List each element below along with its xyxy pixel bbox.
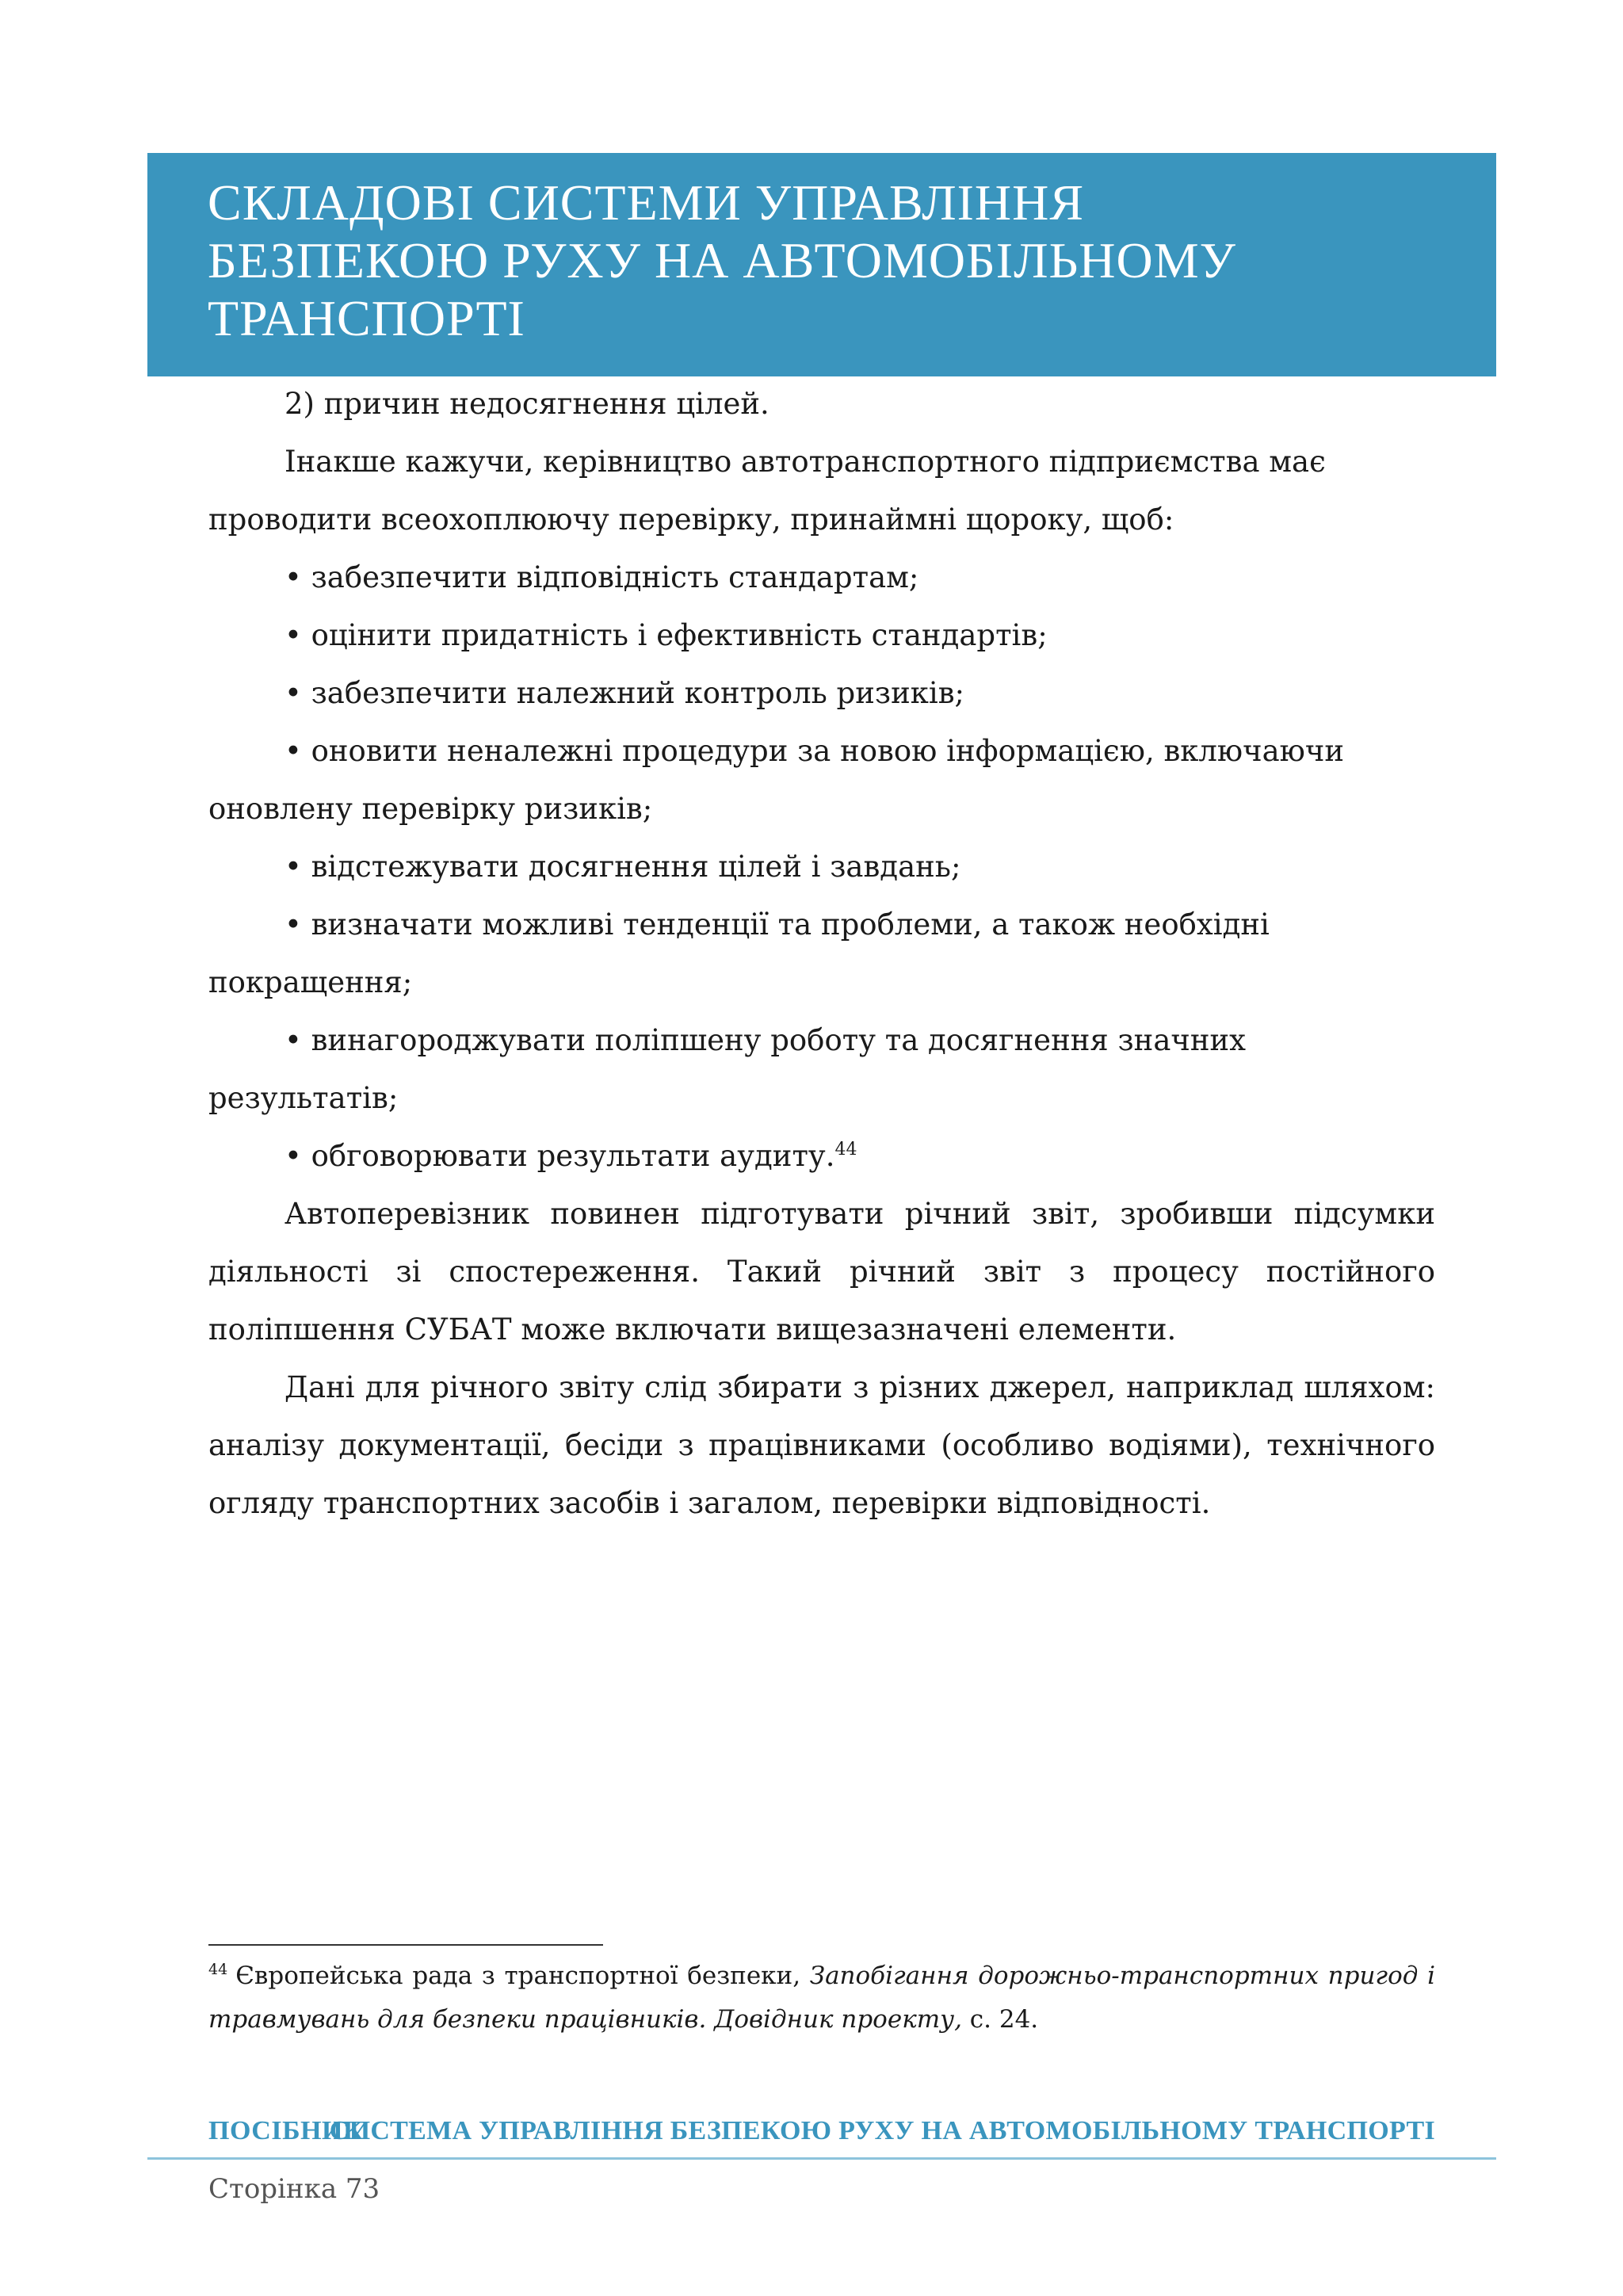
bullet-item: • відстежувати досягнення цілей і завдань; <box>285 850 961 884</box>
bullet-item: • забезпечити відповідність стандартам; <box>285 560 919 594</box>
footnote-text-italic: Запобігання дорожньо-транспортних пригод і травмувань для безпеки працівників. Довідник проекту, <box>208 1962 1435 2034</box>
chapter-header-band <box>147 153 1496 376</box>
footer-guide-label: ПОСІБНИК <box>208 2116 364 2145</box>
paragraph-intro-line-2: проводити всеохоплюючу перевірку, принаймні щороку, щоб: <box>208 502 1174 537</box>
bullet-item-continuation: оновлену перевірку ризиків; <box>208 792 653 826</box>
footnote <box>208 1954 1435 2042</box>
chapter-title-line-1: СКЛАДОВІ СИСТЕМИ УПРАВЛІННЯ <box>208 174 1085 231</box>
footnote-text-plain: Європейська рада з транспортної безпеки, <box>235 1962 810 1990</box>
footnote-divider <box>208 1944 603 1946</box>
footer-document-title: СИСТЕМА УПРАВЛІННЯ БЕЗПЕКОЮ РУХУ НА АВТОМОБІЛЬНОМУ ТРАНСПОРТІ <box>329 2116 1435 2145</box>
chapter-title <box>208 174 1444 347</box>
body-text <box>208 375 1435 1532</box>
bullet-item: • визначати можливі тенденції та проблеми, а також необхідні покращення; <box>208 907 1270 999</box>
paragraph-intro-line-1: Інакше кажучи, керівництво автотранспортного підприємства має <box>285 445 1326 479</box>
bullet-item: • винагороджувати поліпшену роботу та досягнення значних результатів; <box>208 1023 1247 1115</box>
footnote-number: 44 <box>208 1961 228 1978</box>
bullet-item: • забезпечити належний контроль ризиків; <box>285 676 964 710</box>
footnote-reference[interactable]: 44 <box>834 1140 857 1159</box>
bullet-item: • оцінити придатність і ефективність стандартів; <box>285 618 1048 652</box>
page-number: Сторінка 73 <box>208 2173 380 2205</box>
bullet-item-last <box>208 1127 1435 1185</box>
footer-divider <box>147 2157 1496 2160</box>
paragraph-annual-report: Автоперевізник повинен підготувати річний звіт, зробивши підсумки діяльності зі спостереження. Такий річний звіт з процесу постійного поліпшення СУБАТ може включати вищезазначені елементи. <box>208 1197 1435 1347</box>
paragraph-reasons: 2) причин недосягнення цілей. <box>285 387 769 421</box>
bullet-item: • оновити неналежні процедури за новою інформацією, включаючи <box>285 734 1345 768</box>
footnote-text-end: с. 24. <box>961 2005 1039 2034</box>
chapter-title-line-2: БЕЗПЕКОЮ РУХУ НА АВТОМОБІЛЬНОМУ <box>208 232 1236 288</box>
chapter-title-line-3: ТРАНСПОРТІ <box>208 290 525 346</box>
bullet-item-text: • обговорювати результати аудиту. <box>285 1139 835 1173</box>
paragraph-data-sources: Дані для річного звіту слід збирати з різних джерел, наприклад шляхом: аналізу документації, бесіди з працівниками (особливо водіями), технічного огляду транспортних засобів і загалом, перевірки відповідності. <box>208 1370 1435 1520</box>
